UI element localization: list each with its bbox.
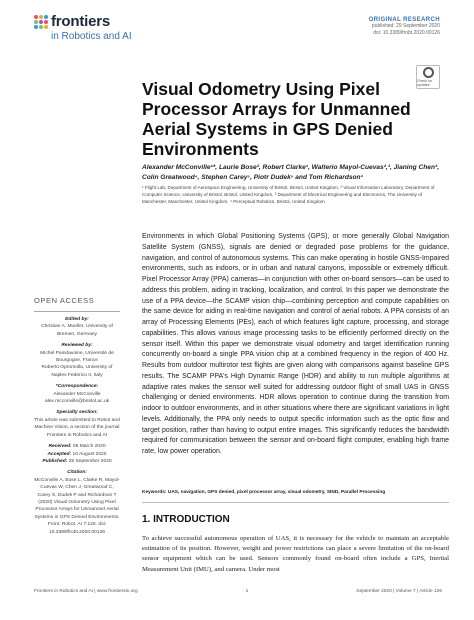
check-updates-label: Check for updates: [417, 79, 432, 87]
check-updates-icon: [423, 67, 434, 78]
keywords-list: UAS, navigation, GPS denied, pixel processor array, visual odometry, SIND, Parallel Processing: [167, 490, 386, 495]
published-date-side: 29 September 2020: [68, 458, 112, 464]
accepted-date: 10 August 2020: [72, 451, 107, 457]
journal-name: in Robotics and AI: [51, 31, 132, 42]
brand-name: frontiers: [51, 13, 111, 30]
editorial-info: [34, 316, 120, 540]
article-type: ORIGINAL RESEARCH: [368, 17, 440, 23]
editor: Christian A. Mueller, University of Bremen, Germany: [41, 324, 113, 337]
correspondence-label: *Correspondence:: [55, 384, 99, 390]
citation-block: [34, 469, 120, 536]
paper-title: Visual Odometry Using Pixel Processor Arrays for Unmanned Aerial Systems in GPS Denied Environments: [142, 79, 411, 159]
published-label: Published:: [42, 458, 68, 464]
open-access-badge: OPEN ACCESS: [34, 296, 95, 305]
frontiers-logo-icon: [34, 15, 48, 29]
correspondence-block: [34, 383, 120, 405]
specialty-label: Specialty section:: [56, 410, 98, 416]
citation-text: McConville A, Bose L, Clarke R, Mayol-Cuevas W, Chen J, Greatwood C, Carey S, Dudek P and Richardson T (2020) Visual Odometry Using Pixel Processor Arrays for Unmanned Aerial Systems in GPS Denied Environments. Front. Robot. AI 7:126. doi: 10.3389/frobt.2020.00126: [34, 477, 120, 535]
page-footer: [34, 589, 442, 594]
intro-paragraph: To achieve successful autonomous operation of UAS, it is necessary for the vehicle to maintain an acceptable estimation of its position. However, weight and power restrictions can place a severe limitation of the on-board sensor equipment which can be used. Sensors commonly found on-board often include a GPS, Inertial Measurement Unit (IMU), and camera. Under most: [142, 535, 449, 573]
keywords: [142, 490, 449, 495]
published-date: published: 29 September 2020: [371, 23, 440, 29]
reviewer-2: Roberto Opromolla, University of Naples Federico II, Italy: [41, 365, 113, 378]
correspondence-name: Alexander McConville: [53, 391, 101, 397]
article-meta: [369, 17, 440, 37]
doi-link[interactable]: doi: 10.3389/frobt.2020.00126: [373, 30, 440, 36]
abstract: Environments in which Global Positioning Systems (GPS), or more generally Global Navigation Satellite System (GNSS), signals are denied or degraded pose problems for the guidance, navigation, and control of autonomous systems. This can make operating in hostile GNSS-Impaired environments, such as indoors, or in urban and natural canyons, impossible or extremely difficult. Pixel Processor Array (PPA) cameras—in conjunction with other on-board sensors—can be used to address this problem, aiding in tracking, localization, and control. In this paper we demonstrate the use of a PPA device—the SCAMP vision chip—combining perception and compute capabilities on the same device for aiding in real-time navigation and control of aerial robots. A PPA consists of an array of Processing Elements (PEs), each of which features light capture, processing, and storage capabilities. This allows various image processing tasks to be efficiently performed directly on the sensor itself. Within this paper we demonstrate visual odometry and target identification running concurrently on-board a single PPA vision chip at a combined frequency in the region of 400 Hz. Results from outdoor multirotor test flights are given along with comparisons against baseline GPS results. The SCAMP PPA's High Dynamic Range (HDR) and ability to run multiple algorithms at adaptive rates makes the sensor well suited for addressing outdoor flight of small UAS in GNSS challenging or denied environments. HDR allows operation to continue during the transition from indoor to outdoor environments, and in other situations where there are significant variations in light levels. Additionally, the PPA only needs to output specific information such as the optic flow and target position, rather than having to output entire images. This significantly reduces the bandwidth required for communication between the sensor and on-board flight computer, enabling high frame rate, low power operation.: [142, 233, 449, 455]
edited-by-block: [34, 316, 120, 338]
specialty-text: This article was submitted to Robot and Machine Vision, a section of the journal Frontiers in Robotics and AI: [34, 417, 120, 438]
accepted-label: Accepted:: [47, 451, 72, 457]
journal-logo[interactable]: [34, 14, 154, 48]
keywords-label: Keywords:: [142, 490, 167, 495]
footer-journal[interactable]: Frontiers in Robotics and AI | www.frontiersin.org: [34, 589, 138, 594]
page-number: 1: [245, 589, 249, 594]
citation-label: Citation:: [67, 470, 87, 476]
reviewed-by-label: Reviewed by:: [61, 343, 93, 349]
footer-volume: September 2020 | Volume 7 | Article 126: [356, 589, 442, 594]
sidebar-divider: [34, 311, 120, 312]
divider: [142, 502, 449, 503]
received-date: 09 March 2020: [72, 444, 106, 450]
affiliations: ¹ Flight Lab, Department of Aerospace Engineering, University of Bristol, Bristol, United Kingdom, ² Visual Information Laboratory, Department of Computer Science, University of Bristol, Bristol, United Kingdom, ³ Department of Electrical Engineering and Electronics, The University of Manchester, Manchester, United Kingdom, ⁴ Perceptual Robotics, Bristol, United Kingdom: [142, 185, 435, 205]
reviewer-1: Michel Paindavoine, Université de Bourgogne, France: [40, 350, 114, 364]
author-list: Alexander McConville¹*, Laurie Bose², Robert Clarke¹, Walterio Mayol-Cuevas²,³, Jianing Chen³, Colin Greatwood⁴, Stephen Carey⁵, Piotr Dudek⁵ and Tom Richardson¹: [142, 164, 440, 181]
reviewed-by-block: [34, 342, 120, 379]
check-updates-button[interactable]: [416, 65, 440, 89]
edited-by-label: Edited by:: [65, 317, 89, 322]
correspondence-email[interactable]: alex.mcconville@bristol.ac.uk: [44, 399, 110, 405]
received-label: Received:: [48, 444, 72, 450]
section-heading: 1. INTRODUCTION: [142, 514, 230, 525]
specialty-block: [34, 409, 120, 439]
dates-block: [34, 443, 120, 465]
